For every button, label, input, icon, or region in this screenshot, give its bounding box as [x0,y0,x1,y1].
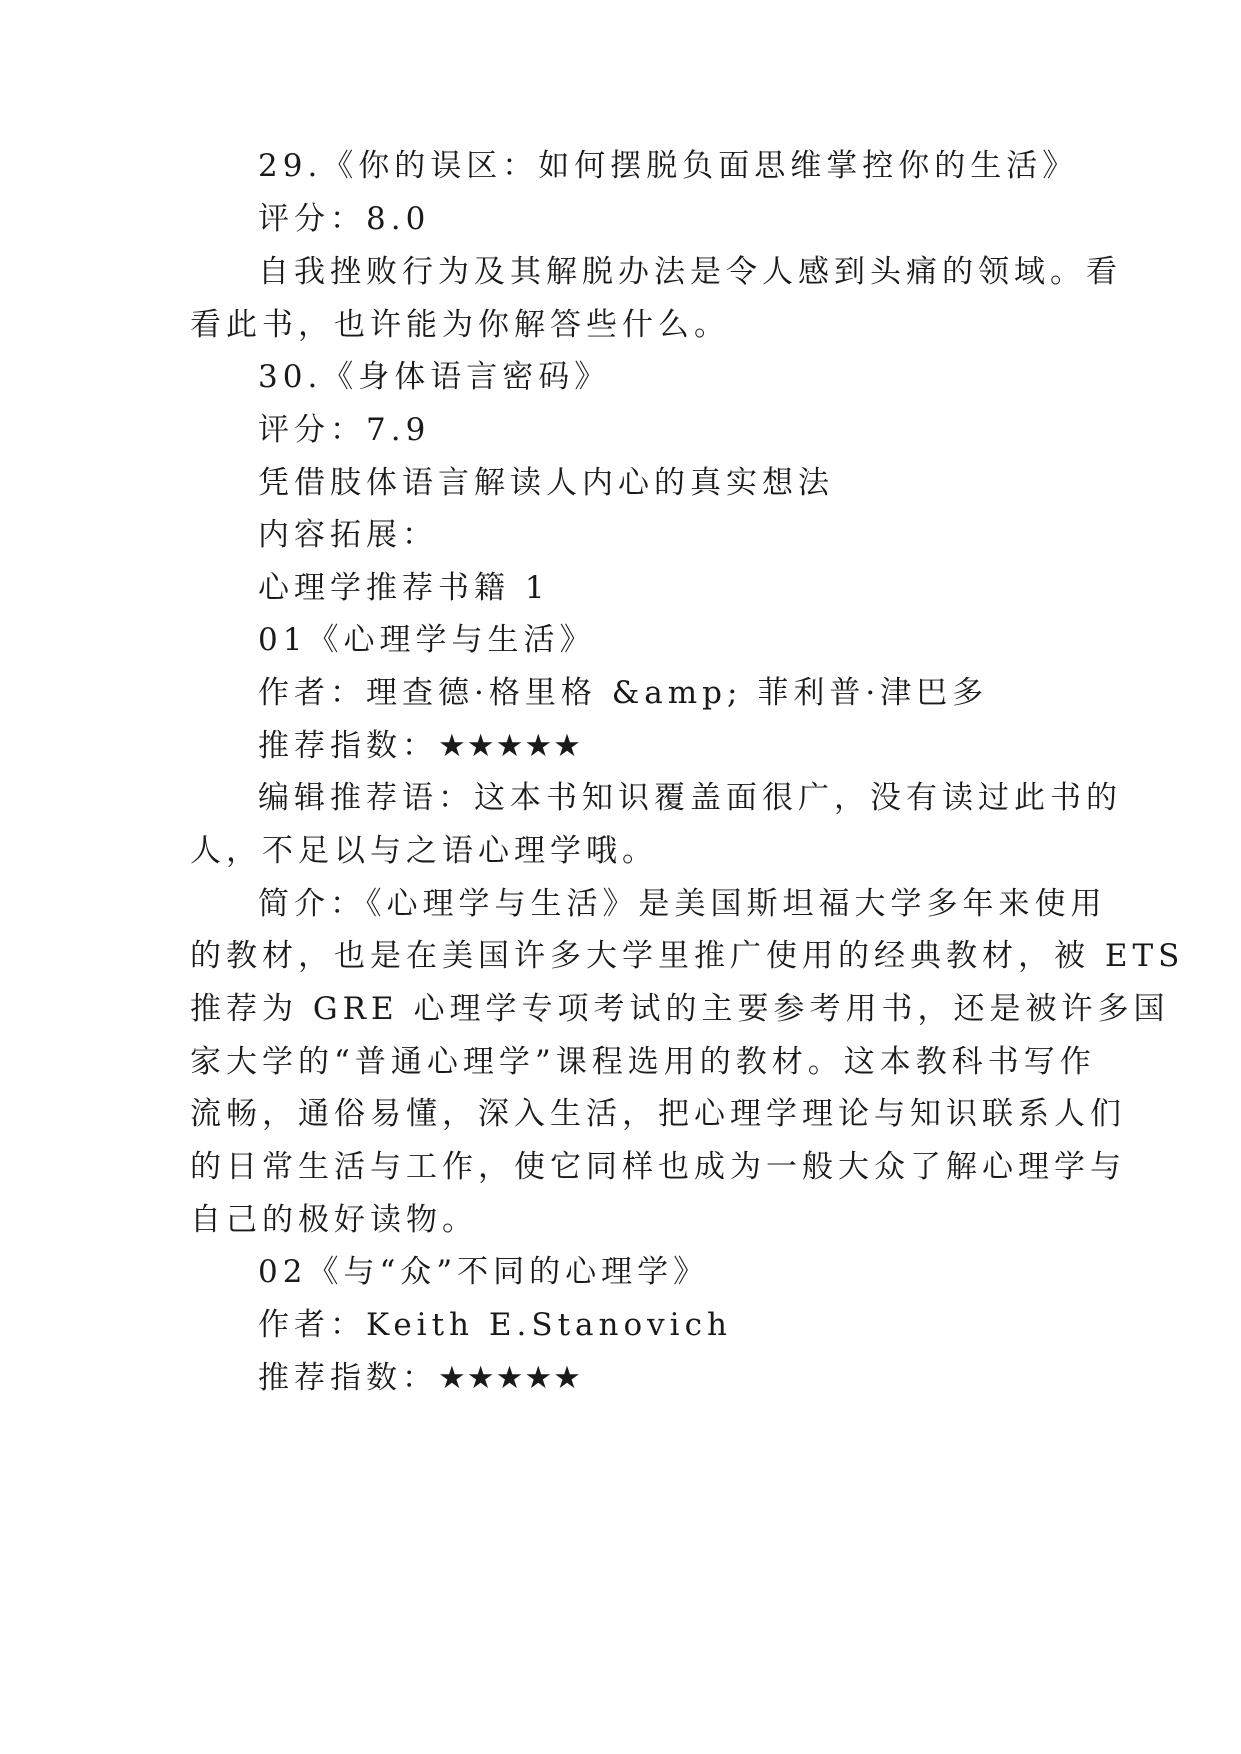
item-01-editor-note-line-2: 人，不足以与之语心理学哦。 [190,833,658,869]
book-30-rating: 评分：7.9 [258,412,431,448]
item-01-recommendation [258,728,582,764]
book-29-description-line-2: 看此书，也许能为你解答些什么。 [190,307,730,343]
recommendation-label: 推荐指数： [258,1360,438,1396]
item-01-author: 作者：理查德·格里格 &amp; 菲利普·津巴多 [258,675,989,711]
item-01-intro-line-4: 家大学的“普通心理学”课程选用的教材。这本教科书写作 [190,1044,1096,1080]
star-rating-icon: ★★★★★ [438,728,582,764]
book-29-description-line-1: 自我挫败行为及其解脱办法是令人感到头痛的领域。看 [258,254,1122,290]
item-01-intro-line-1: 简介：《心理学与生活》是美国斯坦福大学多年来使用 [258,886,1107,922]
extension-heading: 内容拓展： [258,517,438,553]
item-02-title: 02《与“众”不同的心理学》 [258,1254,710,1290]
item-01-intro-line-5: 流畅，通俗易懂，深入生活，把心理学理论与知识联系人们 [190,1096,1126,1132]
recommendation-label: 推荐指数： [258,728,438,764]
item-01-intro-line-2: 的教材，也是在美国许多大学里推广使用的经典教材，被 ETS [190,938,1185,974]
item-01-intro-line-7: 自己的极好读物。 [190,1202,478,1238]
item-01-editor-note-line-1: 编辑推荐语：这本书知识覆盖面很广，没有读过此书的 [258,780,1122,816]
star-rating-icon: ★★★★★ [438,1360,582,1396]
book-29-rating: 评分：8.0 [258,201,431,237]
book-30-title: 30.《身体语言密码》 [258,359,611,395]
item-01-intro-line-3: 推荐为 GRE 心理学专项考试的主要参考用书，还是被许多国 [190,991,1170,1027]
item-01-title: 01《心理学与生活》 [258,622,596,658]
extension-subheading: 心理学推荐书籍 1 [258,570,550,606]
book-29-title: 29.《你的误区：如何摆脱负面思维掌控你的生活》 [258,148,1079,184]
item-01-intro-line-6: 的日常生活与工作，使它同样也成为一般大众了解心理学与 [190,1149,1126,1185]
item-02-recommendation [258,1360,582,1396]
book-30-description: 凭借肢体语言解读人内心的真实想法 [258,465,834,501]
item-02-author: 作者：Keith E.Stanovich [258,1307,732,1343]
